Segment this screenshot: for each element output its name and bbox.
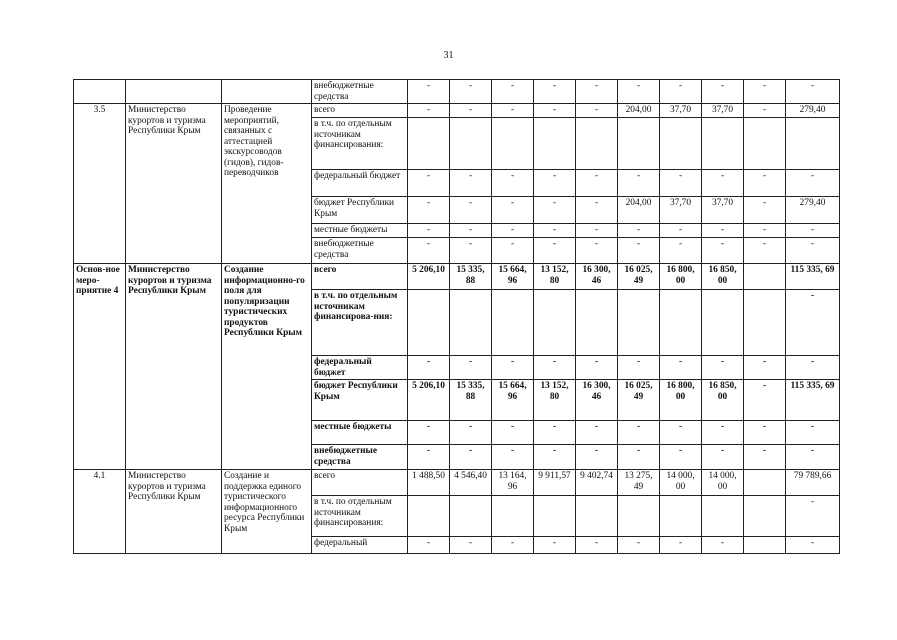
funding-source: внебюджетные средства bbox=[312, 80, 408, 104]
year-value-cell: - bbox=[408, 224, 450, 238]
funding-source: федеральный бюджет bbox=[312, 356, 408, 380]
year-value-cell: - bbox=[492, 238, 534, 264]
section-executor: Министерство курортов и туризма Республики Крым bbox=[126, 470, 222, 554]
funding-source: в т.ч. по отдельным источникам финансирова-ния: bbox=[312, 290, 408, 356]
year-value-cell: - bbox=[618, 537, 660, 554]
year-value-cell: - bbox=[660, 224, 702, 238]
year-value-cell: 37,70 bbox=[660, 104, 702, 118]
year-value-cell: - bbox=[408, 170, 450, 197]
year-value-cell: - bbox=[576, 80, 618, 104]
year-value-cell bbox=[744, 470, 786, 496]
year-value-cell bbox=[492, 118, 534, 170]
year-value-cell: - bbox=[450, 445, 492, 470]
total-cell: - bbox=[786, 496, 840, 537]
year-value-cell: - bbox=[534, 197, 576, 224]
year-value-cell: - bbox=[576, 238, 618, 264]
year-value-cell: - bbox=[450, 537, 492, 554]
year-value-cell: 16 850, 00 bbox=[702, 380, 744, 421]
total-cell: 115 335, 69 bbox=[786, 380, 840, 421]
total-cell: - bbox=[786, 537, 840, 554]
year-value-cell bbox=[744, 118, 786, 170]
section-code: 3.5 bbox=[74, 104, 126, 264]
year-value-cell bbox=[744, 537, 786, 554]
year-value-cell: - bbox=[492, 356, 534, 380]
section-code: 4.1 bbox=[74, 470, 126, 554]
year-value-cell: - bbox=[492, 104, 534, 118]
year-value-cell: 9 911,57 bbox=[534, 470, 576, 496]
section-activity bbox=[222, 80, 312, 104]
total-cell: - bbox=[786, 290, 840, 356]
funding-source: местные бюджеты bbox=[312, 224, 408, 238]
section-activity: Создание информационно-го поля для популяризации туристических продуктов Республики Крым bbox=[222, 264, 312, 470]
funding-source: федеральный бюджет bbox=[312, 170, 408, 197]
year-value-cell: - bbox=[450, 224, 492, 238]
total-cell: - bbox=[786, 445, 840, 470]
section-executor bbox=[126, 80, 222, 104]
year-value-cell: - bbox=[492, 197, 534, 224]
year-value-cell: 16 300, 46 bbox=[576, 264, 618, 290]
year-value-cell bbox=[450, 118, 492, 170]
year-value-cell: - bbox=[492, 224, 534, 238]
year-value-cell: - bbox=[618, 356, 660, 380]
year-value-cell bbox=[576, 496, 618, 537]
year-value-cell: - bbox=[408, 356, 450, 380]
year-value-cell bbox=[450, 496, 492, 537]
year-value-cell bbox=[660, 290, 702, 356]
year-value-cell: - bbox=[450, 197, 492, 224]
year-value-cell: 16 800, 00 bbox=[660, 380, 702, 421]
year-value-cell bbox=[492, 290, 534, 356]
year-value-cell: - bbox=[408, 238, 450, 264]
table-row bbox=[74, 264, 840, 290]
page-number: 31 bbox=[443, 50, 454, 61]
year-value-cell bbox=[492, 496, 534, 537]
section-executor: Министерство курортов и туризма Республики Крым bbox=[126, 264, 222, 470]
year-value-cell: - bbox=[450, 80, 492, 104]
year-value-cell bbox=[660, 118, 702, 170]
year-value-cell: - bbox=[450, 104, 492, 118]
year-value-cell bbox=[408, 496, 450, 537]
year-value-cell bbox=[618, 118, 660, 170]
year-value-cell: 16 025, 49 bbox=[618, 380, 660, 421]
total-cell: - bbox=[786, 238, 840, 264]
year-value-cell: 13 152, 80 bbox=[534, 380, 576, 421]
year-value-cell: - bbox=[660, 356, 702, 380]
total-cell bbox=[786, 118, 840, 170]
year-value-cell: - bbox=[660, 80, 702, 104]
funding-source: всего bbox=[312, 104, 408, 118]
year-value-cell: 15 664, 96 bbox=[492, 264, 534, 290]
year-value-cell: - bbox=[576, 104, 618, 118]
year-value-cell: - bbox=[660, 445, 702, 470]
year-value-cell: 14 000, 00 bbox=[660, 470, 702, 496]
year-value-cell bbox=[744, 290, 786, 356]
year-value-cell: 16 850, 00 bbox=[702, 264, 744, 290]
year-value-cell: - bbox=[534, 421, 576, 445]
year-value-cell bbox=[744, 264, 786, 290]
section-code: Основ-ное меро-приятие 4 bbox=[74, 264, 126, 470]
year-value-cell: - bbox=[618, 421, 660, 445]
year-value-cell: 37,70 bbox=[660, 197, 702, 224]
year-value-cell: - bbox=[408, 421, 450, 445]
year-value-cell: 13 275, 49 bbox=[618, 470, 660, 496]
year-value-cell: 14 000, 00 bbox=[702, 470, 744, 496]
funding-source: бюджет Республики Крым bbox=[312, 380, 408, 421]
year-value-cell: - bbox=[450, 170, 492, 197]
year-value-cell: - bbox=[576, 224, 618, 238]
year-value-cell bbox=[618, 496, 660, 537]
section-executor: Министерство курортов и туризма Республики Крым bbox=[126, 104, 222, 264]
year-value-cell: - bbox=[744, 104, 786, 118]
year-value-cell: 13 164, 96 bbox=[492, 470, 534, 496]
year-value-cell: - bbox=[702, 80, 744, 104]
year-value-cell: - bbox=[576, 356, 618, 380]
year-value-cell bbox=[408, 290, 450, 356]
table-row bbox=[74, 470, 840, 496]
table-row bbox=[74, 104, 840, 118]
total-cell: - bbox=[786, 356, 840, 380]
year-value-cell: 5 206,10 bbox=[408, 380, 450, 421]
year-value-cell: - bbox=[660, 238, 702, 264]
year-value-cell: 15 664, 96 bbox=[492, 380, 534, 421]
year-value-cell: - bbox=[702, 537, 744, 554]
year-value-cell: - bbox=[534, 356, 576, 380]
year-value-cell: - bbox=[702, 421, 744, 445]
year-value-cell bbox=[534, 496, 576, 537]
year-value-cell bbox=[702, 118, 744, 170]
year-value-cell: 15 335, 88 bbox=[450, 264, 492, 290]
year-value-cell: - bbox=[408, 80, 450, 104]
year-value-cell bbox=[744, 496, 786, 537]
year-value-cell: - bbox=[534, 224, 576, 238]
funding-source: местные бюджеты bbox=[312, 421, 408, 445]
year-value-cell: 13 152, 80 bbox=[534, 264, 576, 290]
year-value-cell: - bbox=[408, 445, 450, 470]
year-value-cell bbox=[618, 290, 660, 356]
year-value-cell: - bbox=[618, 224, 660, 238]
year-value-cell: - bbox=[744, 197, 786, 224]
table-row bbox=[74, 80, 840, 104]
total-cell: 79 789,66 bbox=[786, 470, 840, 496]
year-value-cell: - bbox=[618, 238, 660, 264]
year-value-cell: - bbox=[660, 421, 702, 445]
year-value-cell bbox=[534, 118, 576, 170]
year-value-cell: - bbox=[450, 356, 492, 380]
year-value-cell: - bbox=[492, 421, 534, 445]
year-value-cell: - bbox=[408, 104, 450, 118]
year-value-cell: 9 402,74 bbox=[576, 470, 618, 496]
year-value-cell: 204,00 bbox=[618, 197, 660, 224]
year-value-cell: - bbox=[744, 224, 786, 238]
year-value-cell: 4 546,40 bbox=[450, 470, 492, 496]
year-value-cell: - bbox=[534, 537, 576, 554]
year-value-cell: 37,70 bbox=[702, 104, 744, 118]
year-value-cell: - bbox=[492, 445, 534, 470]
funding-source: внебюджетные средства bbox=[312, 238, 408, 264]
year-value-cell: - bbox=[492, 537, 534, 554]
year-value-cell bbox=[534, 290, 576, 356]
year-value-cell: - bbox=[450, 421, 492, 445]
year-value-cell: - bbox=[744, 170, 786, 197]
year-value-cell: - bbox=[702, 170, 744, 197]
funding-source: всего bbox=[312, 264, 408, 290]
year-value-cell: - bbox=[618, 170, 660, 197]
section-activity: Проведение мероприятий, связанных с аттестацией экскурсоводов (гидов), гидов-переводчиков bbox=[222, 104, 312, 264]
year-value-cell: 16 800, 00 bbox=[660, 264, 702, 290]
year-value-cell: - bbox=[576, 197, 618, 224]
year-value-cell: - bbox=[618, 80, 660, 104]
total-cell: - bbox=[786, 224, 840, 238]
total-cell: 279,40 bbox=[786, 197, 840, 224]
total-cell: - bbox=[786, 170, 840, 197]
section-activity: Создание и поддержка единого туристического информационного ресурса Республики Крым bbox=[222, 470, 312, 554]
year-value-cell: - bbox=[534, 170, 576, 197]
year-value-cell: - bbox=[744, 356, 786, 380]
year-value-cell: - bbox=[702, 238, 744, 264]
year-value-cell: - bbox=[534, 80, 576, 104]
funding-source: в т.ч. по отдельным источникам финансирования: bbox=[312, 118, 408, 170]
year-value-cell: 16 025, 49 bbox=[618, 264, 660, 290]
year-value-cell: 5 206,10 bbox=[408, 264, 450, 290]
year-value-cell: - bbox=[702, 224, 744, 238]
total-cell: - bbox=[786, 80, 840, 104]
funding-source: всего bbox=[312, 470, 408, 496]
funding-source: бюджет Республики Крым bbox=[312, 197, 408, 224]
year-value-cell bbox=[702, 496, 744, 537]
year-value-cell: - bbox=[744, 445, 786, 470]
funding-source: в т.ч. по отдельным источникам финансирования: bbox=[312, 496, 408, 537]
year-value-cell: 1 488,50 bbox=[408, 470, 450, 496]
total-cell: - bbox=[786, 421, 840, 445]
year-value-cell: - bbox=[744, 421, 786, 445]
year-value-cell: - bbox=[660, 170, 702, 197]
year-value-cell: - bbox=[702, 445, 744, 470]
year-value-cell bbox=[576, 118, 618, 170]
year-value-cell: 204,00 bbox=[618, 104, 660, 118]
year-value-cell bbox=[576, 290, 618, 356]
year-value-cell: - bbox=[744, 238, 786, 264]
year-value-cell: - bbox=[492, 170, 534, 197]
year-value-cell: - bbox=[408, 537, 450, 554]
year-value-cell bbox=[660, 496, 702, 537]
year-value-cell: - bbox=[492, 80, 534, 104]
year-value-cell: 37,70 bbox=[702, 197, 744, 224]
funding-source: внебюджетные средства bbox=[312, 445, 408, 470]
year-value-cell: - bbox=[534, 445, 576, 470]
year-value-cell bbox=[702, 290, 744, 356]
funding-source: федеральный bbox=[312, 537, 408, 554]
year-value-cell: - bbox=[450, 238, 492, 264]
section-code bbox=[74, 80, 126, 104]
year-value-cell: - bbox=[744, 380, 786, 421]
year-value-cell: - bbox=[534, 238, 576, 264]
year-value-cell: 15 335, 88 bbox=[450, 380, 492, 421]
year-value-cell: - bbox=[576, 445, 618, 470]
year-value-cell: - bbox=[702, 356, 744, 380]
year-value-cell: - bbox=[744, 80, 786, 104]
year-value-cell: - bbox=[618, 445, 660, 470]
year-value-cell: - bbox=[576, 170, 618, 197]
year-value-cell bbox=[408, 118, 450, 170]
budget-table bbox=[73, 79, 840, 554]
year-value-cell: - bbox=[576, 537, 618, 554]
total-cell: 115 335, 69 bbox=[786, 264, 840, 290]
year-value-cell bbox=[450, 290, 492, 356]
total-cell: 279,40 bbox=[786, 104, 840, 118]
year-value-cell: - bbox=[576, 421, 618, 445]
year-value-cell: 16 300, 46 bbox=[576, 380, 618, 421]
year-value-cell: - bbox=[534, 104, 576, 118]
year-value-cell: - bbox=[408, 197, 450, 224]
year-value-cell: - bbox=[660, 537, 702, 554]
